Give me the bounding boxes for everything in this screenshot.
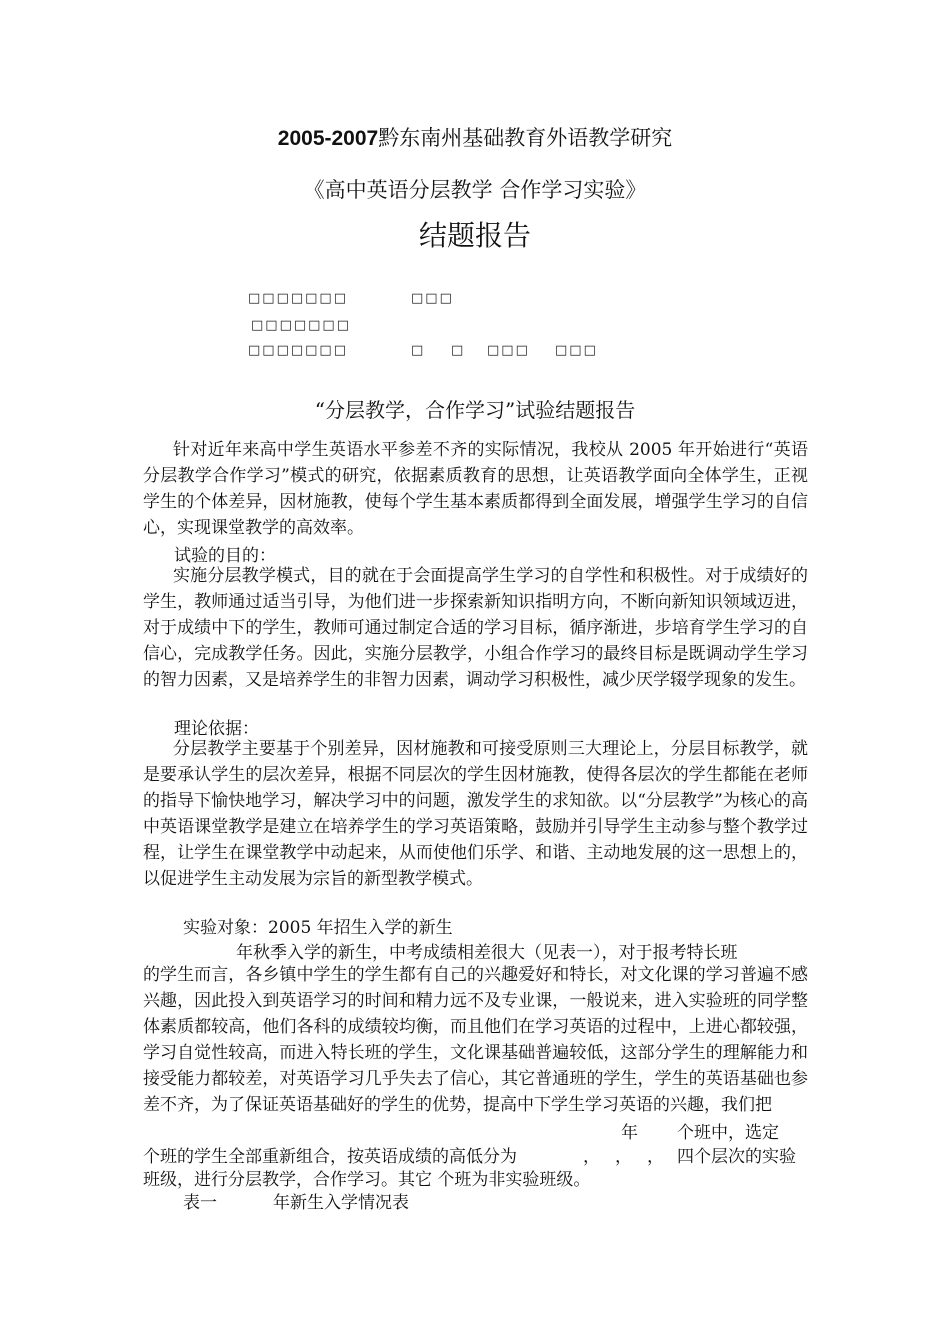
paragraph-intro: 针对近年来高中学生英语水平参差不齐的实际情况，我校从 2005 年开始进行“英语分层教学合作学习”模式的研究，依据素质教育的思想，让英语教学面向全体学生，正视学生的个体差异，因材施教，使每个学生基本素质都得到全面发展，增强学生学习的自信心，实现课堂教学的高效率。 bbox=[143, 440, 808, 538]
meta-label-2: □□□□□□□ bbox=[251, 318, 351, 333]
report-title: 结题报告 bbox=[418, 219, 531, 252]
text-comma-3: ， bbox=[647, 1147, 664, 1167]
paragraph-theory: 分层教学主要基于个别差异，因材施教和可接受原则三大理论上，分层目标教学，就是要承认学生的层次差异，根据不同层次的学生因材施教，使得各层次的学生都能在老师的指导下愉快地学习，解决学习中的问题，激发学生的求知欲。以“分层教学”为核心的高中英语课堂教学是建立在培养学生的学习英语策略，鼓励并引导学生主动参与整个教学过程，让学生在课堂教学中动起来，从而使他们乐学、和谐、主动地发展的这一思想上的，以促进学生主动发展为宗旨的新型教学模式。 bbox=[143, 739, 808, 889]
report-subtitle: “分层教学，合作学习”试验结题报告 bbox=[314, 398, 636, 422]
table-caption-title: 年新生入学情况表 bbox=[273, 1193, 409, 1213]
text-comma-1: ， bbox=[583, 1147, 600, 1167]
text-year-gap: 年 bbox=[621, 1123, 638, 1143]
text-regroup: 个班的学生全部重新组合，按英语成绩的高低分为 bbox=[143, 1147, 517, 1167]
heading-theory: 理论依据： bbox=[174, 719, 259, 739]
title-year: 2005-2007 bbox=[277, 127, 379, 150]
text-comma-2: ， bbox=[615, 1147, 632, 1167]
paragraph-purpose: 实施分层教学模式，目的就在于会面提高学生学习的自学性和积极性。对于成绩好的学生，教师通过适当引导，为他们进一步探索新知识指明方向，不断向新知识领域迈进，对于成绩中下的学生，教师可通过制定合适的学习目标，循序渐进，步培育学生学习的自信心，完成教学任务。因此，实施分层教学，小组合作学习的最终目标是既调动学生学习的智力因素，又是培养学生的非智力因素，调动学习积极性，减少厌学辍学现象的发生。 bbox=[143, 566, 808, 690]
meta-value-1: □□□ bbox=[411, 291, 454, 306]
meta-value-3c: □□□ bbox=[487, 343, 530, 358]
paragraph-subjects-first-line: 年秋季入学的新生，中考成绩相差很大（见表一），对于报考特长班 bbox=[236, 943, 738, 963]
heading-purpose: 试验的目的： bbox=[174, 546, 276, 566]
meta-label-1: □□□□□□□ bbox=[248, 291, 348, 306]
text-classes-summary: 班级，进行分层教学，合作学习。其它 个班为非实验班级。 bbox=[143, 1170, 591, 1190]
document-title bbox=[0, 122, 950, 152]
text-classes-select: 个班中，选定 bbox=[677, 1123, 779, 1143]
table-caption-label: 表一 bbox=[183, 1193, 217, 1213]
heading-subjects: 实验对象：2005 年招生入学的新生 bbox=[183, 918, 453, 938]
meta-label-3: □□□□□□□ bbox=[248, 343, 348, 358]
text-four-levels: 四个层次的实验 bbox=[677, 1147, 796, 1167]
meta-value-3a: □ bbox=[411, 343, 426, 358]
paragraph-subjects-body: 的学生而言，各乡镇中学生的学生都有自己的兴趣爱好和特长，对文化课的学习普遍不感兴趣，因此投入到英语学习的时间和精力远不及专业课，一般说来，进入实验班的同学整体素质都较高，他们各科的成绩较均衡，而且他们在学习英语的过程中，上进心都较强，学习自觉性较高，而进入特长班的学生，文化课基础普遍较低，这部分学生的理解能力和接受能力都较差，对英语学习几乎失去了信心，其它普通班的学生，学生的英语基础也参差不齐，为了保证英语基础好的学生的优势，提高中下学生学习英语的兴趣，我们把 bbox=[143, 965, 808, 1115]
meta-value-3d: □□□ bbox=[555, 343, 598, 358]
title-text: 黔东南州基础教育外语教学研究 bbox=[378, 126, 673, 150]
meta-value-3b: □ bbox=[451, 343, 466, 358]
project-title: 《高中英语分层教学 合作学习实验》 bbox=[303, 178, 647, 202]
